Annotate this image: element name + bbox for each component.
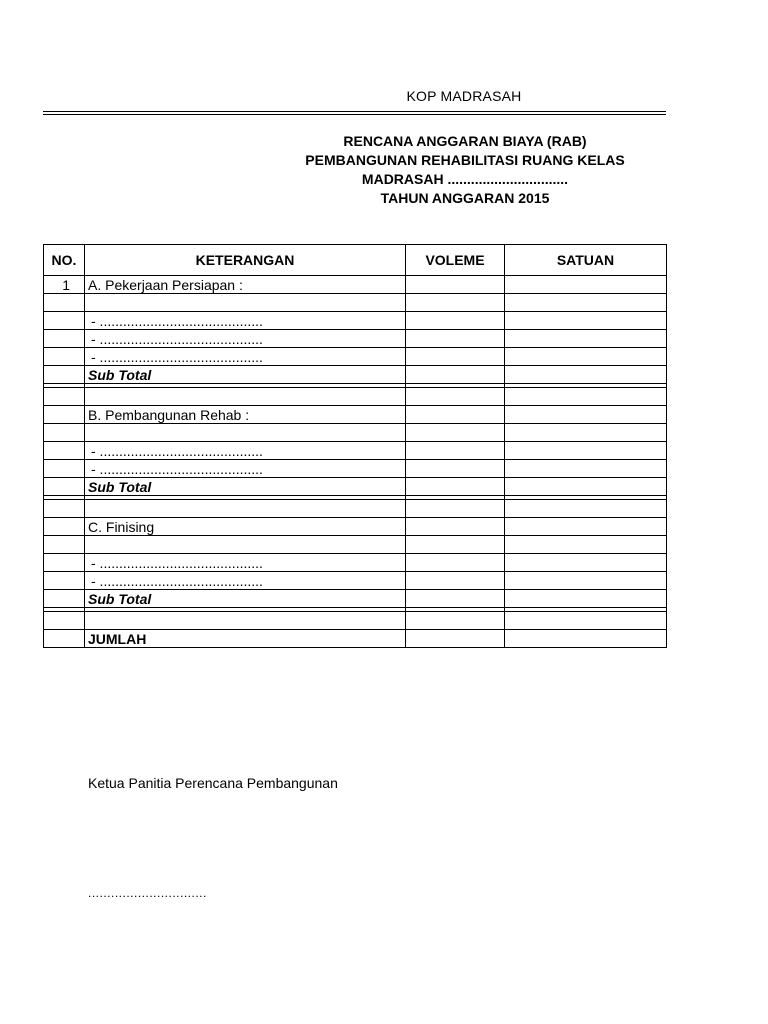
subtotal-row: [44, 478, 667, 496]
unit-cell: [505, 276, 667, 294]
title-line: PEMBANGUNAN REHABILITASI RUANG KELAS: [305, 152, 625, 168]
column-header-no: NO.: [44, 245, 85, 276]
table-row: [44, 518, 667, 536]
table-row: [44, 442, 667, 460]
total-row: [44, 630, 667, 648]
subtotal-label: Sub Total: [85, 590, 406, 608]
budget-table: [43, 244, 667, 648]
item-placeholder: - ..........................................: [85, 460, 406, 478]
table-row: [44, 388, 667, 406]
item-placeholder: - ..........................................: [85, 348, 406, 366]
subtotal-label: Sub Total: [85, 478, 406, 496]
item-placeholder: - ..........................................: [85, 330, 406, 348]
table-row: [44, 330, 667, 348]
table-row: [44, 276, 667, 294]
item-placeholder: - ..........................................: [85, 554, 406, 572]
section-label: B. Pembangunan Rehab :: [85, 406, 406, 424]
item-placeholder: - ..........................................: [85, 572, 406, 590]
volume-cell: [406, 276, 505, 294]
header-rule: [43, 111, 666, 112]
table-row: [44, 406, 667, 424]
table-row: [44, 294, 667, 312]
item-placeholder: - ..........................................: [85, 442, 406, 460]
subtotal-label: Sub Total: [85, 366, 406, 384]
table-row: [44, 500, 667, 518]
header-rule: [43, 114, 666, 115]
item-placeholder: - ..........................................: [85, 312, 406, 330]
signature-name-placeholder: ...............................: [88, 886, 207, 900]
table-row: [44, 348, 667, 366]
title-line: TAHUN ANGGARAN 2015: [380, 190, 550, 206]
title-line: RENCANA ANGGARAN BIAYA (RAB): [343, 133, 587, 149]
letterhead-placeholder: KOP MADRASAH: [406, 88, 522, 104]
column-header-keterangan: KETERANGAN: [85, 245, 406, 276]
section-label: C. Finising: [85, 518, 406, 536]
table-row: [44, 424, 667, 442]
column-header-satuan: SATUAN: [505, 245, 667, 276]
document-title: [290, 132, 640, 208]
table-row: [44, 612, 667, 630]
table-row: [44, 312, 667, 330]
table-row: [44, 554, 667, 572]
table-row: [44, 460, 667, 478]
table-row: [44, 536, 667, 554]
row-number: 1: [44, 276, 85, 294]
title-line: MADRASAH ...............................: [361, 171, 569, 187]
subtotal-row: [44, 590, 667, 608]
table-header-row: [44, 245, 667, 276]
subtotal-row: [44, 366, 667, 384]
section-label: A. Pekerjaan Persiapan :: [85, 276, 406, 294]
column-header-voleme: VOLEME: [406, 245, 505, 276]
signature-title: Ketua Panitia Perencana Pembangunan: [88, 775, 338, 791]
table-row: [44, 572, 667, 590]
total-label: JUMLAH: [85, 630, 406, 648]
